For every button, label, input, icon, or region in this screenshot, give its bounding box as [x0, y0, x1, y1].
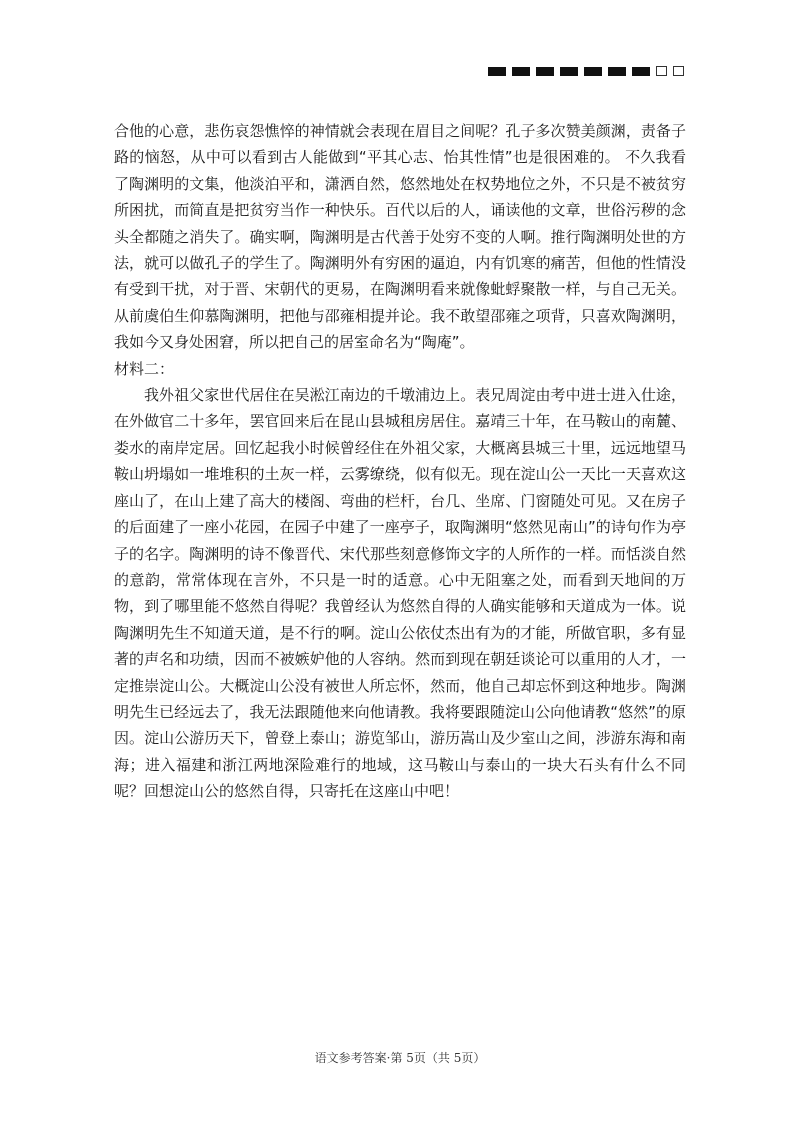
progress-mark-filled: [584, 67, 602, 76]
progress-mark-empty: [656, 66, 667, 76]
paragraph-material-two: 我外祖父家世代居住在吴淞江南边的千墩浦边上。表兄周淀由考中进士进入仕途，在外做官二十多年，罢官回来后在昆山县城租房居住。嘉靖三十年，在马鞍山的南麓、娄水的南岸定居。回忆起我小时候曾经住在外祖父家，大概离县城三十里，远远地望马鞍山坍塌如一堆堆积的土灰一样，云雾缭绕，似有似无。现在淀山公一天比一天喜欢这座山了，在山上建了高大的楼阁、弯曲的栏杆，台几、坐席、门窗随处可见。又在房子的后面建了一座小花园，在园子中建了一座亭子，取陶渊明“悠然见南山”的诗句作为亭子的名字。陶渊明的诗不像晋代、宋代那些刻意修饰文字的人所作的一样。而恬淡自然的意韵，常常体现在言外，不只是一时的适意。心中无阻塞之处，而看到天地间的万物，到了哪里能不悠然自得呢？我曾经认为悠然自得的人确实能够和天道成为一体。说陶渊明先生不知道天道，是不行的啊。淀山公依仗杰出有为的才能，所做官职，多有显著的声名和功绩，因而不被嫉妒他的人容纳。然而到现在朝廷谈论可以重用的人才，一定推崇淀山公。大概淀山公没有被世人所忘怀，然而，他自己却忘怀到这种地步。陶渊明先生已经远去了，我无法跟随他来向他请教。我将要跟随淀山公向他请教“悠然”的原因。淀山公游历天下，曾登上泰山；游览邹山，游历嵩山及少室山之间，涉游东海和南海；进入福建和浙江两地深险难行的地域，这马鞍山与泰山的一块大石头有什么不同呢？回想淀山公的悠然自得，只寄托在这座山中吧！: [114, 386, 686, 801]
material-two-heading: 材料二：: [114, 359, 175, 378]
progress-mark-filled: [608, 67, 626, 76]
page-progress-marks: [488, 66, 684, 76]
progress-mark-empty: [673, 66, 684, 76]
progress-mark-filled: [536, 67, 554, 76]
page-footer: 语文参考答案·第 5页（共 5页）: [314, 1051, 486, 1065]
progress-mark-filled: [488, 67, 506, 76]
progress-mark-filled: [560, 67, 578, 76]
progress-mark-filled: [512, 67, 530, 76]
progress-mark-filled: [632, 67, 650, 76]
paragraph-continuation: 合他的心意，悲伤哀怨憔悴的神情就会表现在眉目之间呢？孔子多次赞美颜渊，责备子路的恼怒，从中可以看到古人能做到“平其心志、怡其性情”也是很困难的。 不久我看了陶渊明的文集，他淡泊平和，潇洒自然，悠然地处在权势地位之外，不只是不被贫穷所困扰，而简直是把贫穷当作一种快乐。百代以后的人，诵读他的文章，世俗污秽的念头全都随之消失了。确实啊，陶渊明是古代善于处穷不变的人啊。推行陶渊明处世的方法，就可以做孔子的学生了。陶渊明外有穷困的逼迫，内有饥寒的痛苦，但他的性情没有受到干扰，对于晋、宋朝代的更易，在陶渊明看来就像蚍蜉聚散一样，与自己无关。从前虞伯生仰慕陶渊明，把他与邵雍相提并论。我不敢望邵雍之项背，只喜欢陶渊明，我如今又身处困窘，所以把自己的居室命名为“陶庵”。: [114, 122, 686, 352]
document-body: [114, 118, 686, 805]
